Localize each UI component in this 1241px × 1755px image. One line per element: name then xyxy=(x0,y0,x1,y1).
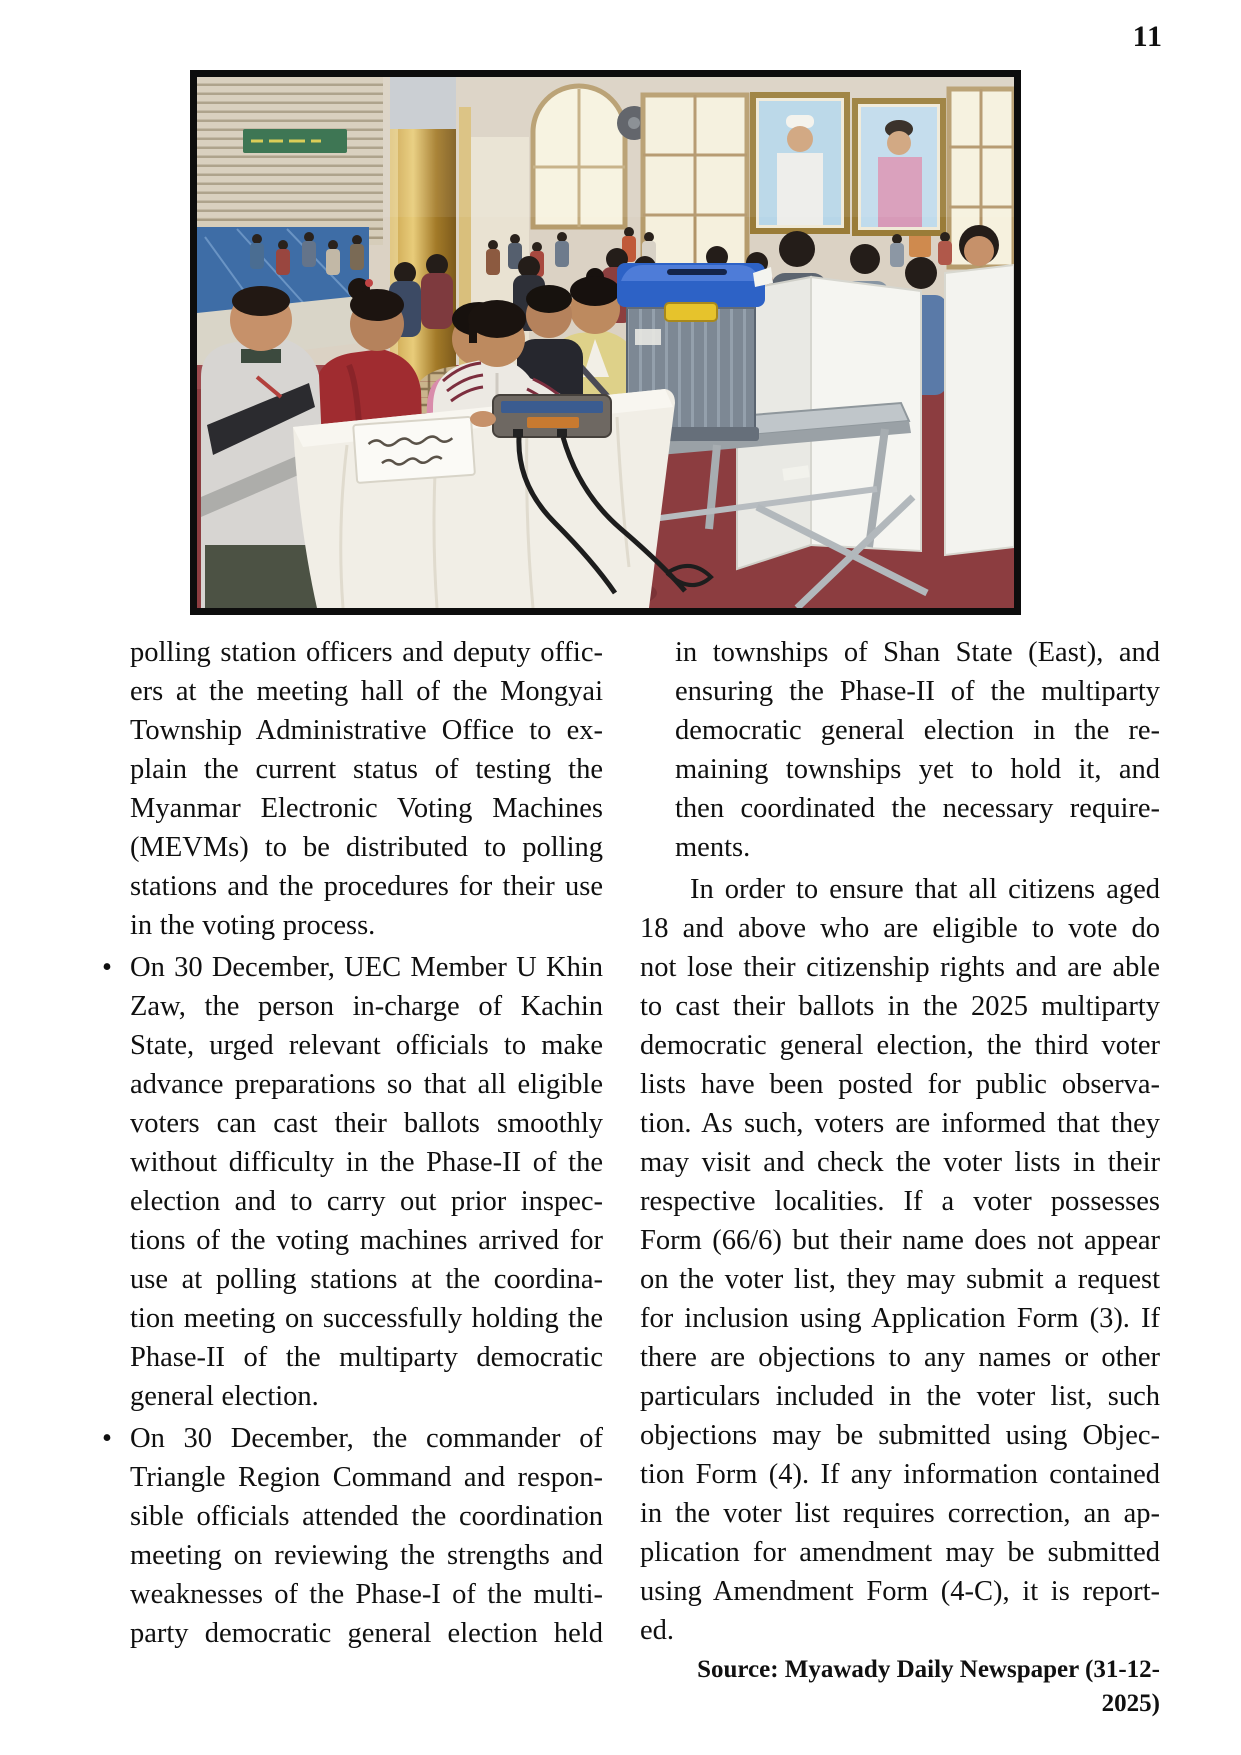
text-line: democratic general election, the third voter xyxy=(640,1030,1160,1061)
column-right xyxy=(640,633,1160,1721)
text-line: tion meeting on successfully holding the xyxy=(130,1303,603,1334)
text-line: in townships of Shan State (East), and xyxy=(675,637,1160,668)
text-line: Myanmar Electronic Voting Machines xyxy=(130,793,603,824)
text-line: polling station officers and deputy offic- xyxy=(130,637,603,668)
text-line: lists have been posted for public observa- xyxy=(640,1069,1160,1100)
text-line: On 30 December, the commander of xyxy=(130,1423,603,1454)
page-number: 11 xyxy=(1132,20,1163,53)
yellow-clamp xyxy=(665,303,717,321)
text-line: to cast their ballots in the 2025 multiparty xyxy=(640,991,1160,1022)
sign-card xyxy=(353,417,475,483)
text-line: plain the current status of testing the xyxy=(130,754,603,785)
text-line: stations and the procedures for their use xyxy=(130,871,603,902)
text-line: for inclusion using Application Form (3). If xyxy=(640,1303,1160,1334)
text-line: Form (66/6) but their name does not appear xyxy=(640,1225,1160,1256)
text-line: maining townships yet to hold it, and xyxy=(675,754,1160,785)
text-line: sible officials attended the coordination xyxy=(130,1501,603,1532)
text-line: voters can cast their ballots smoothly xyxy=(130,1108,603,1139)
text-line: general election. xyxy=(130,1381,319,1412)
text-line: particulars included in the voter list, such xyxy=(640,1381,1160,1412)
text-line: election and to carry out prior inspec- xyxy=(130,1186,603,1217)
text-line: there are objections to any names or other xyxy=(640,1342,1160,1373)
text-line: tion. As such, voters are informed that they xyxy=(640,1108,1160,1139)
text-line: tion Form (4). If any information contained xyxy=(640,1459,1160,1490)
text-line: ensuring the Phase-II of the multiparty xyxy=(675,676,1160,707)
text-line: in the voter list requires correction, an ap- xyxy=(640,1498,1160,1529)
continued-paragraph xyxy=(95,633,603,945)
text-line: tions of the voting machines arrived for xyxy=(130,1225,603,1256)
text-line: use at polling stations at the coordina- xyxy=(130,1264,603,1295)
column-left xyxy=(95,633,603,1721)
text-line: Zaw, the person in-charge of Kachin xyxy=(130,991,603,1022)
text-line: ers at the meeting hall of the Mongyai xyxy=(130,676,603,707)
continued-paragraph xyxy=(640,633,1160,867)
bullet-item xyxy=(95,1419,603,1653)
text-line: not lose their citizenship rights and are able xyxy=(640,952,1160,983)
bullet-item xyxy=(95,948,603,1416)
paragraph xyxy=(640,870,1160,1650)
text-line: weaknesses of the Phase-I of the multi- xyxy=(130,1579,603,1610)
text-line: advance preparations so that all eligible xyxy=(130,1069,603,1100)
text-line: may visit and check the voter lists in their xyxy=(640,1147,1160,1178)
article-photo xyxy=(190,70,1021,615)
text-line: 18 and above who are eligible to vote do xyxy=(640,913,1160,944)
text-line: then coordinated the necessary require- xyxy=(675,793,1160,824)
text-line: meeting on reviewing the strengths and xyxy=(130,1540,603,1571)
officials-table xyxy=(293,389,711,608)
polling-station-photo xyxy=(197,77,1014,608)
bullet-marker: • xyxy=(102,952,112,983)
voting-machine xyxy=(493,395,611,437)
text-line: on the voter list, they may submit a request xyxy=(640,1264,1160,1295)
text-line: in the voting process. xyxy=(130,910,376,941)
text-line: using Amendment Form (4-C), it is report- xyxy=(640,1576,1160,1607)
text-line: (MEVMs) to be distributed to polling xyxy=(130,832,603,863)
text-line: Triangle Region Command and respon- xyxy=(130,1462,603,1493)
text-line: Phase-II of the multiparty democratic xyxy=(130,1342,603,1373)
text-line: On 30 December, UEC Member U Khin xyxy=(130,952,603,983)
text-line: objections may be submitted using Objec- xyxy=(640,1420,1160,1451)
text-line: democratic general election in the re- xyxy=(675,715,1160,746)
source-attribution: Source: Myawady Daily Newspaper (31-12-2025) xyxy=(697,1656,1160,1717)
text-columns xyxy=(95,633,1160,1721)
text-line: plication for amendment may be submitted xyxy=(640,1537,1160,1568)
text-line: Township Administrative Office to ex- xyxy=(130,715,603,746)
text-line: ed. xyxy=(640,1615,675,1646)
text-line: In order to ensure that all citizens aged xyxy=(690,874,1160,905)
text-line: State, urged relevant officials to make xyxy=(130,1030,603,1061)
bullet-marker: • xyxy=(102,1423,112,1454)
text-line: respective localities. If a voter possesses xyxy=(640,1186,1160,1217)
text-line: without difficulty in the Phase-II of the xyxy=(130,1147,603,1178)
text-line: ments. xyxy=(675,832,751,863)
text-line: party democratic general election held xyxy=(130,1618,603,1649)
